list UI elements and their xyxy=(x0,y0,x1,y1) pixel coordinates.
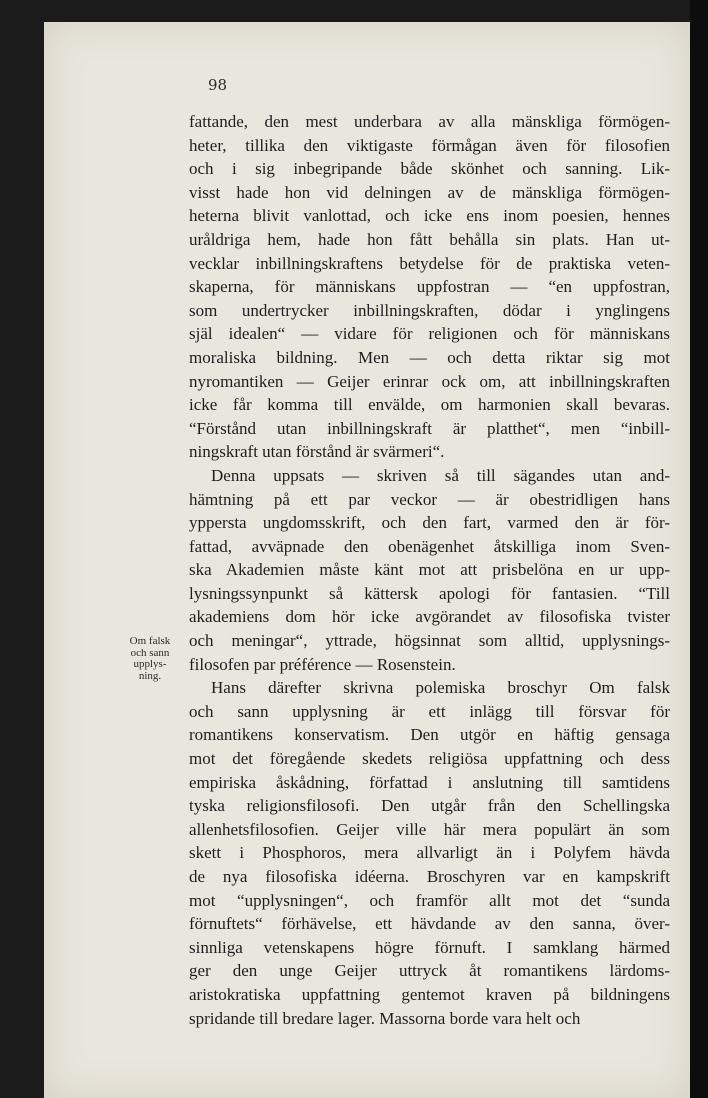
text-line: de nya filosofiska idéerna. Broschyren var en kampskrift xyxy=(189,867,670,886)
text-line: heter, tillika den viktigaste förmågan även för filosofien xyxy=(189,135,670,155)
text-line: som undertrycker inbillningskraften, dödar i ynglingens xyxy=(189,300,670,320)
text-line: skett i Phosphoros, mera allvarligt än i Polyfem hävda xyxy=(189,843,670,863)
paragraph xyxy=(189,110,670,464)
text-line: “Förstånd utan inbillningskraft är platthet“, men “inbill- xyxy=(189,418,670,438)
text-line: akademiens dom hör icke avgörandet av filosofiska tvister xyxy=(189,607,670,627)
text-line: lysningssynpunkt så kättersk apologi för fantasien. “Till xyxy=(189,583,670,603)
text-line: själ idealen“ — vidare för religionen och för människans xyxy=(189,324,670,344)
text-line: romantikens konservatism. Den utgör en häftig gensaga xyxy=(189,725,670,745)
page-number: 98 xyxy=(208,76,228,94)
text-line: Denna uppsats — skriven så till sägandes utan and- xyxy=(211,465,670,485)
text-line: filosofen par préférence — Rosenstein. xyxy=(189,654,456,674)
text-line: ger den unge Geijer uttryck åt romantikens lärdoms- xyxy=(189,961,670,981)
margin-note-line: ning. xyxy=(138,669,162,682)
text-line: sinnliga vetenskapens högre förnuft. I samklang härmed xyxy=(189,937,670,957)
body-text xyxy=(189,110,670,1030)
margin-note-line: Om falsk xyxy=(129,635,171,647)
text-line: vecklar inbillningskraftens betydelse för de praktiska veten- xyxy=(189,253,670,273)
text-line: och i sig inbegripande både skönhet och sanning. Lik- xyxy=(189,159,670,179)
text-line: ska Akademien måste känt mot att prisbelöna en ur upp- xyxy=(189,560,670,580)
text-line: mot “upplysningen“, och framför allt mot det “sunda xyxy=(189,890,670,910)
text-line: heterna blivit vanlottad, och icke ens inom poesien, hennes xyxy=(189,206,670,226)
text-line: Hans därefter skrivna polemiska broschyr Om falsk xyxy=(211,678,670,698)
text-line: ningskraft utan förstånd är svärmeri“. xyxy=(189,442,445,462)
text-line: hämtning på ett par veckor — är obestridligen hans xyxy=(189,489,670,509)
margin-note-line: upplys- xyxy=(133,658,167,670)
margin-note-line: och sann xyxy=(130,646,170,659)
text-line: fattande, den mest underbara av alla mänskliga förmögen- xyxy=(189,112,670,131)
scan-border xyxy=(690,0,708,1098)
text-line: och sann upplysning är ett inlägg till försvar för xyxy=(189,701,670,721)
text-line: uråldriga hem, hade hon fått behålla sin plats. Han ut- xyxy=(189,229,670,249)
text-line: fattad, avväpnade den obenägenhet åtskilliga inom Sven- xyxy=(189,536,670,556)
text-line: empiriska åskådning, författad i anslutning till samtidens xyxy=(189,772,670,792)
text-line: spridande till bredare lager. Massorna borde vara helt och xyxy=(189,1008,581,1028)
paragraph xyxy=(189,676,670,1030)
text-line: förnuftets“ förhävelse, ett hävdande av den sanna, över- xyxy=(189,914,670,934)
text-line: moraliska bildning. Men — och detta riktar sig mot xyxy=(189,347,670,367)
text-line: allenhetsfilosofien. Geijer ville här mera populärt än som xyxy=(189,819,670,839)
margin-note xyxy=(117,636,183,682)
text-line: och meningar“, yttrade, högsinnat som alltid, upplysnings- xyxy=(189,631,670,651)
text-line: icke får komma till envälde, om harmonien skall bevaras. xyxy=(189,395,670,415)
book-page xyxy=(44,22,690,1098)
text-line: yppersta ungdomsskrift, och den fart, varmed den är för- xyxy=(189,513,670,533)
paragraph xyxy=(189,464,670,676)
text-line: tyska religionsfilosofi. Den utgår från den Schellingska xyxy=(189,796,670,816)
text-line: aristokratiska uppfattning gentemot kraven på bildningens xyxy=(189,984,670,1004)
text-line: skaperna, för människans uppfostran — “en uppfostran, xyxy=(189,277,670,297)
text-line: nyromantiken — Geijer erinrar ock om, att inbillningskraften xyxy=(189,371,670,391)
text-line: visst hade hon vid delningen av de mänskliga förmögen- xyxy=(189,182,670,202)
text-line: mot det föregående skedets religiösa uppfattning och dess xyxy=(189,749,670,769)
